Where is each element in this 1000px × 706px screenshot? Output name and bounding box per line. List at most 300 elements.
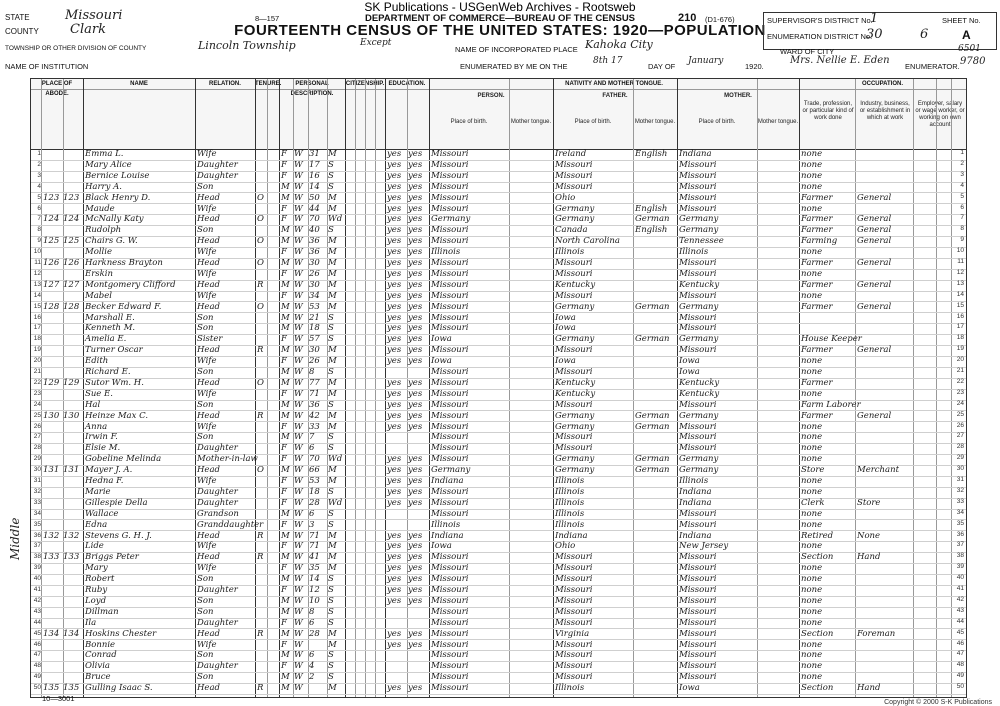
cell-ftongue — [635, 629, 677, 640]
cell-dw — [43, 171, 63, 182]
cell-rel: Daughter — [197, 486, 238, 497]
cell-ind — [857, 596, 913, 607]
cell-ind — [857, 640, 913, 651]
cell-ind — [857, 520, 913, 531]
occupation-col-employer: Employer, salary or wage worker, or working on own account — [915, 101, 965, 128]
cell-read — [387, 618, 407, 629]
cell-pob: Missouri — [431, 301, 469, 312]
cell-read: yes — [387, 628, 402, 639]
cell-pob: Germany — [431, 214, 471, 225]
sheet-letter: A — [962, 28, 971, 42]
cell-rel: Daughter — [197, 661, 238, 672]
right-line-number: 1 — [960, 149, 964, 156]
cell-ind — [857, 443, 913, 454]
right-line-number: 50 — [956, 683, 964, 691]
cell-ftongue: German — [635, 301, 670, 312]
cell-ftongue — [635, 171, 677, 182]
cell-race: W — [294, 563, 303, 574]
cell-ftongue — [635, 640, 677, 651]
cell-age: 8 — [309, 606, 315, 617]
cell-ind — [857, 323, 913, 334]
right-line-number: 25 — [956, 410, 964, 418]
cell-pob: Missouri — [431, 497, 469, 508]
cell-occ — [801, 323, 855, 334]
cell-ln: 13 — [33, 280, 41, 288]
township-label: TOWNSHIP OR OTHER DIVISION OF COUNTY — [5, 45, 147, 52]
cell-occ: Farmer — [801, 214, 833, 225]
cell-age: 28 — [309, 497, 320, 508]
cell-read: yes — [387, 574, 402, 585]
cell-fam — [63, 323, 83, 334]
cell-rel: Head — [197, 628, 220, 639]
cell-occ: Farmer — [801, 410, 833, 421]
cell-ms: M — [328, 552, 337, 563]
cell-rel: Head — [197, 465, 220, 476]
cell-pob: Missouri — [431, 377, 469, 388]
cell-age: 31 — [309, 149, 320, 159]
cell-name: Mabel — [85, 290, 112, 301]
cell-race: W — [294, 399, 303, 410]
cell-fam — [63, 225, 83, 236]
cell-name: Edith — [85, 356, 109, 367]
cell-name: Richard E. — [85, 367, 131, 377]
cell-ms: M — [328, 356, 337, 367]
cell-ftongue — [635, 476, 677, 487]
cell-mpob: Missouri — [679, 159, 717, 170]
cell-race: W — [294, 650, 303, 661]
right-line-number: 5 — [960, 192, 964, 200]
cell-sex: F — [281, 497, 287, 508]
cell-ind: General — [857, 258, 892, 268]
cell-dw — [43, 443, 63, 454]
cell-mpob: Missouri — [679, 203, 717, 214]
cell-fpob: Illinois — [555, 519, 585, 530]
cell-own: R — [257, 410, 264, 421]
nativity-col-father-pob: Place of birth. — [574, 119, 612, 125]
right-line-number: 44 — [956, 617, 964, 625]
cell-name: Heinze Max C. — [85, 410, 149, 421]
cell-occ: none — [801, 356, 823, 367]
cell-race: W — [294, 279, 303, 290]
cell-occ: Farmer — [801, 258, 833, 268]
cell-name: Elsie M. — [85, 443, 121, 454]
cell-own — [257, 367, 277, 378]
cell-fpob: Germany — [555, 301, 595, 312]
cell-ms: S — [328, 486, 334, 497]
cell-ms: M — [328, 377, 337, 388]
cell-own — [257, 247, 277, 258]
cell-ms: M — [328, 268, 337, 279]
cell-dw — [43, 574, 63, 585]
cell-ln: 24 — [33, 400, 41, 408]
cell-rel: Daughter — [197, 159, 238, 170]
cell-read: yes — [387, 356, 402, 367]
cell-occ: none — [801, 606, 823, 617]
cell-dw — [43, 509, 63, 520]
cell-race: W — [294, 345, 303, 356]
cell-dw — [43, 498, 63, 509]
cell-ftongue — [635, 291, 677, 302]
cell-pob: Missouri — [431, 149, 469, 159]
cell-ftongue — [635, 531, 677, 542]
cell-ftongue — [635, 520, 677, 531]
cell-occ: none — [801, 443, 823, 454]
cell-fam: 125 — [63, 236, 80, 247]
right-line-number: 11 — [957, 258, 964, 265]
cell-occ: none — [801, 563, 823, 574]
cell-own — [257, 520, 277, 531]
cell-read: yes — [387, 225, 402, 236]
cell-fpob: Missouri — [555, 574, 593, 585]
cell-write — [408, 443, 428, 454]
cell-rel: Wife — [197, 421, 217, 432]
cell-rel: Head — [197, 345, 220, 356]
enumeration-month: January — [688, 56, 724, 66]
cell-occ: none — [801, 181, 823, 192]
cell-own — [257, 661, 277, 672]
cell-mpob: Missouri — [679, 563, 717, 574]
cell-ms: S — [328, 367, 334, 377]
cell-ln: 47 — [33, 651, 41, 659]
cell-sex: M — [281, 410, 290, 421]
cell-name: Mollie — [85, 247, 113, 258]
cell-fam: 128 — [63, 301, 80, 312]
cell-ms: S — [328, 334, 334, 345]
cell-dw — [43, 389, 63, 400]
cell-fpob: Missouri — [555, 617, 593, 628]
cell-read: yes — [387, 149, 402, 159]
cell-dw — [43, 334, 63, 345]
right-line-number: 33 — [956, 497, 964, 505]
cell-race: W — [294, 268, 303, 279]
cell-ind — [857, 204, 913, 215]
cell-occ: Farming — [801, 236, 838, 247]
cell-read: yes — [387, 454, 402, 465]
right-line-number: 2 — [960, 159, 964, 167]
right-line-number: 26 — [956, 421, 964, 429]
cell-pob: Missouri — [431, 203, 469, 214]
right-line-number: 6 — [960, 203, 964, 211]
cell-sex: F — [281, 617, 287, 628]
cell-ftongue: German — [635, 410, 670, 421]
cell-read: yes — [387, 247, 402, 258]
cell-own: O — [257, 192, 264, 203]
cell-sex: F — [281, 170, 287, 181]
sheet-label: SHEET No. — [942, 16, 981, 25]
cell-ln: 23 — [33, 389, 41, 397]
cell-pob: Missouri — [431, 258, 469, 268]
cell-name: Becker Edward F. — [85, 301, 162, 312]
cell-write — [408, 520, 428, 531]
cell-write: yes — [408, 170, 423, 181]
cell-mpob: Missouri — [679, 552, 717, 563]
cell-ln: 29 — [33, 455, 41, 463]
cell-ln: 21 — [33, 368, 41, 375]
cell-pob: Missouri — [431, 410, 469, 421]
cell-ln: 30 — [33, 466, 41, 474]
cell-pob: Missouri — [431, 312, 469, 323]
cell-sex: M — [281, 225, 290, 236]
cell-name: Wallace — [85, 508, 119, 519]
right-line-number: 13 — [956, 279, 964, 287]
cell-age: 57 — [309, 334, 320, 345]
cell-fam — [63, 313, 83, 324]
cell-ind — [857, 291, 913, 302]
cell-read: yes — [387, 181, 402, 192]
cell-fam: 130 — [63, 410, 80, 421]
right-line-number: 17 — [956, 323, 964, 331]
cell-rel: Grandson — [197, 508, 239, 519]
cell-pob: Missouri — [431, 650, 469, 661]
cell-fpob: Kentucky — [555, 388, 596, 399]
county-label: COUNTY — [5, 27, 39, 36]
cell-read — [387, 367, 407, 378]
cell-occ: none — [801, 541, 823, 552]
cell-fpob: Iowa — [555, 356, 576, 367]
cell-ms: S — [328, 672, 334, 683]
cell-ftongue — [635, 618, 677, 629]
cell-ms: S — [328, 595, 334, 606]
cell-own: R — [257, 345, 264, 356]
cell-read — [387, 509, 407, 520]
cell-pob: Indiana — [431, 476, 464, 486]
cell-age — [309, 640, 327, 651]
cell-fam — [63, 171, 83, 182]
occupation-col-trade: Trade, profession, or particular kind of work done — [802, 101, 854, 121]
cell-ftongue — [635, 661, 677, 672]
cell-pob: Illinois — [431, 519, 461, 530]
cell-fam — [63, 291, 83, 302]
cell-ms: M — [328, 465, 337, 476]
cell-pob: Missouri — [431, 683, 469, 694]
group-tenure: TENURE. — [255, 79, 279, 90]
cell-sex: F — [281, 541, 287, 552]
cell-ln: 33 — [33, 498, 41, 506]
cell-ind: General — [857, 345, 892, 356]
right-line-number: 35 — [956, 519, 964, 527]
cell-read: yes — [387, 312, 402, 323]
cell-race: W — [294, 214, 303, 225]
cell-pob: Missouri — [431, 268, 469, 279]
nativity-col-person-tongue: Mother tongue. — [510, 119, 552, 125]
cell-name: Emma L. — [85, 149, 124, 159]
cell-pob: Illinois — [431, 247, 461, 258]
cell-ms: S — [328, 170, 334, 181]
cell-ln: 12 — [33, 269, 41, 277]
cell-fpob: Ireland — [555, 149, 587, 159]
cell-fpob: Iowa — [555, 312, 576, 323]
cell-age: 3 — [309, 519, 315, 530]
cell-mpob: Missouri — [679, 170, 717, 181]
cell-age: 34 — [309, 290, 320, 301]
sheet-number: 6 — [920, 27, 929, 42]
cell-age: 53 — [309, 301, 320, 312]
cell-age: 21 — [309, 312, 320, 323]
cell-fpob: Germany — [555, 454, 595, 465]
cell-ind — [857, 247, 913, 258]
cell-name: Bernice Louise — [85, 170, 150, 181]
cell-fam: 133 — [63, 552, 80, 563]
right-line-number: 18 — [956, 334, 964, 342]
cell-sex: F — [281, 421, 287, 432]
cell-ln: 41 — [33, 586, 41, 593]
cell-name: Gillespie Della — [85, 497, 148, 508]
cell-pob: Iowa — [431, 541, 452, 552]
cell-ln: 46 — [33, 640, 41, 648]
cell-dw — [43, 520, 63, 531]
cell-name: Montgomery Clifford — [85, 279, 176, 290]
cell-ind — [857, 378, 913, 389]
cell-ftongue: English — [635, 149, 668, 159]
cell-ftongue: German — [635, 454, 670, 465]
cell-ftongue: English — [635, 225, 668, 236]
cell-rel: Head — [197, 530, 220, 541]
cell-pob: Missouri — [431, 585, 469, 595]
cell-write: yes — [408, 541, 423, 552]
cell-fam: 127 — [63, 279, 80, 290]
cell-pob: Missouri — [431, 432, 469, 443]
cell-sex: M — [281, 683, 290, 694]
cell-sex: M — [281, 323, 290, 334]
cell-mpob: Missouri — [679, 345, 717, 356]
cell-occ: none — [801, 486, 823, 497]
cell-ms: M — [328, 203, 337, 214]
cell-read: yes — [387, 530, 402, 541]
cell-occ: Farmer — [801, 192, 833, 203]
cell-fpob: Germany — [555, 410, 595, 421]
cell-ln: 6 — [37, 204, 41, 212]
cell-own — [257, 389, 277, 400]
form-number: 8—157 — [255, 14, 280, 23]
cell-mpob: Indiana — [679, 497, 712, 508]
cell-fam — [63, 149, 83, 160]
right-line-number: 49 — [956, 672, 964, 680]
cell-ln: 45 — [33, 629, 41, 637]
right-line-number: 24 — [956, 399, 964, 407]
nativity-mother: MOTHER. — [724, 93, 752, 99]
cell-ind — [857, 422, 913, 433]
state-label: STATE — [5, 13, 30, 22]
cell-age: 12 — [309, 585, 320, 595]
cell-name: Amelia E. — [85, 334, 127, 345]
cell-race: W — [294, 290, 303, 301]
cell-ms: S — [328, 443, 334, 454]
cell-ms: M — [328, 563, 337, 574]
cell-race: W — [294, 541, 303, 552]
cell-ln: 31 — [33, 477, 41, 484]
place-label: NAME OF INCORPORATED PLACE — [455, 45, 578, 54]
street-name-margin: Middle — [8, 517, 22, 560]
cell-rel: Granddaughter — [197, 519, 264, 530]
cell-pob: Missouri — [431, 563, 469, 574]
cell-ind: Store — [857, 497, 881, 508]
cell-rel: Head — [197, 683, 220, 694]
cell-fpob: Ohio — [555, 541, 576, 552]
cell-fpob: Missouri — [555, 595, 593, 606]
enumeration-day: 8th 17 — [593, 56, 623, 66]
cell-ln: 5 — [37, 193, 41, 201]
cell-occ: none — [801, 421, 823, 432]
cell-race: W — [294, 236, 303, 247]
cell-pob: Iowa — [431, 356, 452, 367]
cell-pob: Missouri — [431, 290, 469, 301]
right-line-number: 38 — [956, 552, 964, 560]
cell-age: 53 — [309, 476, 320, 486]
cell-race: W — [294, 465, 303, 476]
cell-write: yes — [408, 476, 423, 486]
right-line-number: 16 — [956, 312, 964, 320]
cell-mpob: Germany — [679, 465, 719, 476]
cell-race: W — [294, 454, 303, 465]
cell-sex: F — [281, 486, 287, 497]
cell-occ: none — [801, 290, 823, 301]
cell-name: Bruce — [85, 672, 111, 683]
cell-ind — [857, 160, 913, 171]
cell-fam — [63, 650, 83, 661]
cell-fpob: Germany — [555, 421, 595, 432]
cell-name: Hoskins Chester — [85, 628, 157, 639]
cell-pob: Missouri — [431, 574, 469, 585]
cell-ln: 39 — [33, 564, 41, 572]
cell-ln: 18 — [33, 335, 41, 343]
cell-write: yes — [408, 290, 423, 301]
cell-name: Edna — [85, 519, 108, 530]
right-line-number: 40 — [956, 574, 964, 582]
cell-dw — [43, 400, 63, 411]
cell-mpob: Missouri — [679, 672, 717, 683]
cell-sex: M — [281, 432, 290, 443]
cell-write: yes — [408, 465, 423, 476]
cell-read: yes — [387, 279, 402, 290]
cell-rel: Son — [197, 672, 214, 683]
cell-rel: Wife — [197, 290, 217, 301]
cell-write: yes — [408, 149, 423, 159]
cell-race: W — [294, 258, 303, 268]
cell-name: Mary — [85, 563, 108, 574]
day-of-label: DAY OF — [648, 62, 676, 71]
cell-mpob: Missouri — [679, 519, 717, 530]
cell-occ: none — [801, 650, 823, 661]
cell-race: W — [294, 595, 303, 606]
right-line-number: 47 — [956, 650, 964, 658]
cell-write: yes — [408, 388, 423, 399]
place-value: Kahoka City — [585, 38, 653, 51]
cell-pob: Missouri — [431, 421, 469, 432]
cell-name: Sutor Wm. H. — [85, 377, 144, 388]
cell-read — [387, 650, 407, 661]
cell-mpob: Missouri — [679, 628, 717, 639]
cell-ind — [857, 400, 913, 411]
cell-fpob: Virginia — [555, 628, 590, 639]
supervisor-district-label: SUPERVISOR'S DISTRICT No. — [767, 16, 873, 25]
cell-occ: Section — [801, 683, 834, 694]
cell-ind — [857, 585, 913, 596]
cell-ln: 19 — [33, 346, 41, 354]
cell-ftongue — [635, 356, 677, 367]
cell-dw: 124 — [43, 214, 60, 225]
cell-mpob: Indiana — [679, 530, 712, 541]
cell-ind: None — [857, 530, 881, 541]
cell-fam: 135 — [63, 683, 80, 694]
cell-mpob: New Jersey — [679, 541, 729, 552]
cell-sex: M — [281, 301, 290, 312]
cell-ind — [857, 650, 913, 661]
cell-ind: Hand — [857, 683, 881, 694]
cell-own — [257, 574, 277, 585]
cell-name: Anna — [85, 421, 108, 432]
cell-occ: none — [801, 454, 823, 465]
right-line-number: 28 — [956, 443, 964, 451]
